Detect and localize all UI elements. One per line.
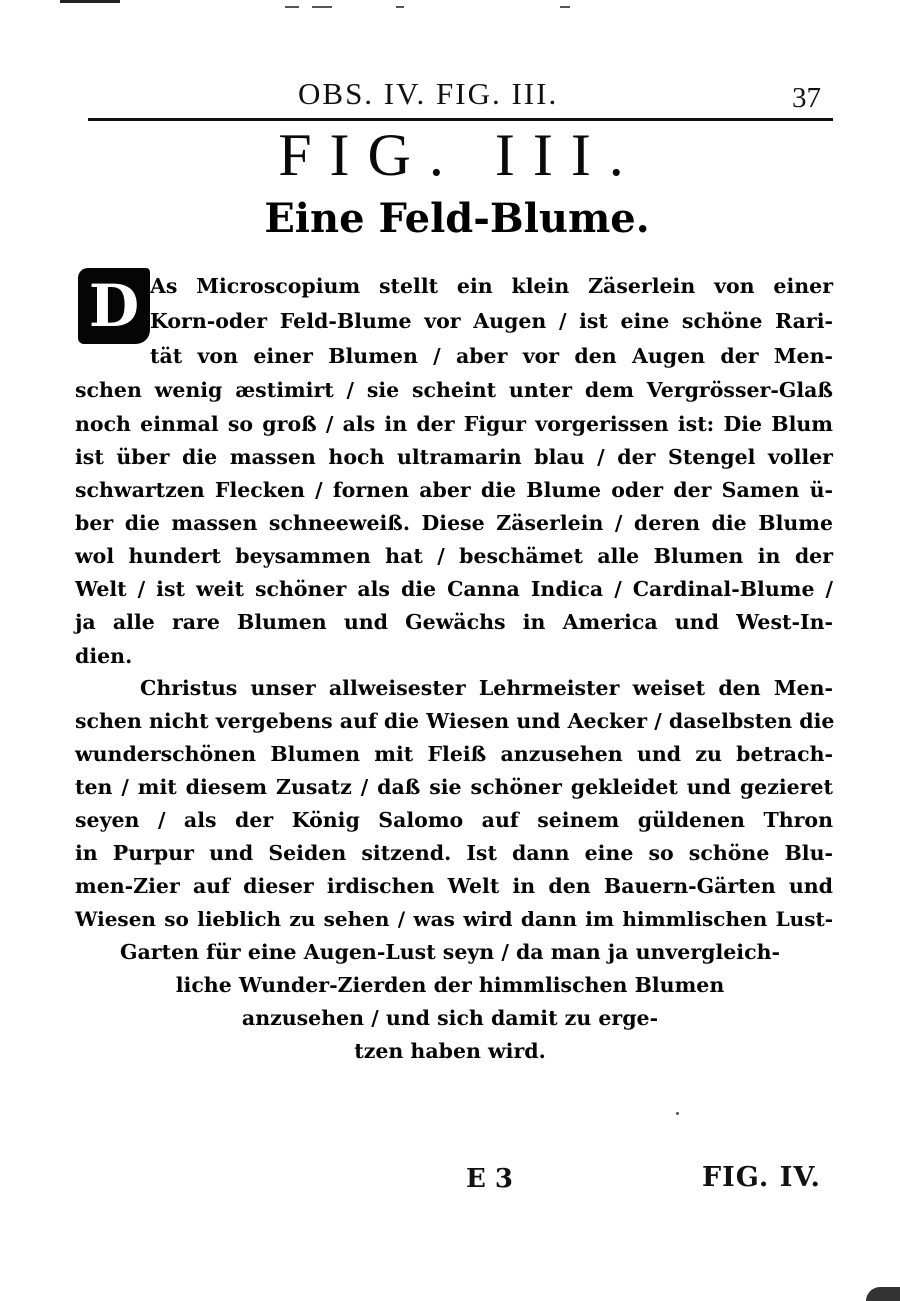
- page-number: 37: [792, 82, 821, 114]
- running-head: [88, 74, 833, 114]
- paper-speck: [676, 1112, 679, 1115]
- top-edge-smudge: [60, 0, 120, 3]
- page-corner-shadow: [866, 1287, 900, 1301]
- text-line: tät von einer Blumen / aber vor den Augen der Men-: [150, 344, 833, 368]
- text-line: anzusehen / und sich damit zu erge-: [241, 1006, 659, 1030]
- text-line: ten / mit diesem Zusatz / daß sie schöner gekleidet und gezieret: [75, 775, 833, 799]
- text-line: Welt / ist weit schöner als die Canna Indica / Cardinal-Blume /: [75, 577, 833, 601]
- text-line: Garten für eine Augen-Lust seyn / da man ja unvergleich-: [120, 940, 780, 964]
- text-line: dien.: [75, 644, 133, 668]
- text-line: men-Zier auf dieser irdischen Welt in den Bauern-Gärten und: [75, 874, 833, 898]
- text-line: schwartzen Flecken / fornen aber die Blume oder der Samen ü-: [75, 478, 833, 502]
- text-line: Korn-oder Feld-Blume vor Augen / ist eine schöne Rari-: [150, 309, 833, 333]
- top-edge-speck: [312, 6, 332, 8]
- catchword: FIG. IV.: [702, 1162, 821, 1193]
- top-edge-speck: [396, 6, 404, 8]
- figure-title: FIG. III.: [278, 122, 642, 188]
- section-subtitle: Eine Feld-Blume.: [264, 195, 650, 242]
- text-line: Christus unser allweisester Lehrmeister weiset den Men-: [140, 676, 833, 700]
- signature-mark: E 3: [466, 1164, 513, 1194]
- text-line: wol hundert beysammen hat / beschämet alle Blumen in der: [75, 544, 833, 568]
- drop-cap-initial: D: [78, 268, 150, 344]
- text-line: tzen haben wird.: [354, 1039, 546, 1063]
- text-line: schen wenig æstimirt / sie scheint unter dem Vergrösser-Glaß: [75, 378, 833, 402]
- text-line: ist über die massen hoch ultramarin blau / der Stengel voller: [75, 445, 833, 469]
- text-line: seyen / als der König Salomo auf seinem güldenen Thron: [75, 808, 833, 832]
- text-line: in Purpur und Seiden sitzend. Ist dann eine so schöne Blu-: [75, 841, 833, 865]
- text-line: ber die massen schneeweiß. Diese Zäserlein / deren die Blume: [75, 511, 833, 535]
- text-line: wunderschönen Blumen mit Fleiß anzusehen und zu betrach-: [75, 742, 833, 766]
- text-line: ja alle rare Blumen und Gewächs in America und West-In-: [75, 610, 833, 634]
- running-title: OBS. IV. FIG. III.: [298, 76, 559, 111]
- text-line: Wiesen so lieblich zu sehen / was wird dann im himmlischen Lust-: [75, 907, 833, 931]
- top-edge-speck: [560, 6, 570, 8]
- top-edge-speck: [285, 6, 299, 8]
- text-line: As Microscopium stellt ein klein Zäserlein von einer: [150, 274, 833, 298]
- text-line: noch einmal so groß / als in der Figur vorgerissen ist: Die Blum: [75, 412, 833, 436]
- text-line: schen nicht vergebens auf die Wiesen und Aecker / daselbsten die: [75, 709, 835, 733]
- text-line: liche Wunder-Zierden der himmlischen Blumen: [175, 973, 725, 997]
